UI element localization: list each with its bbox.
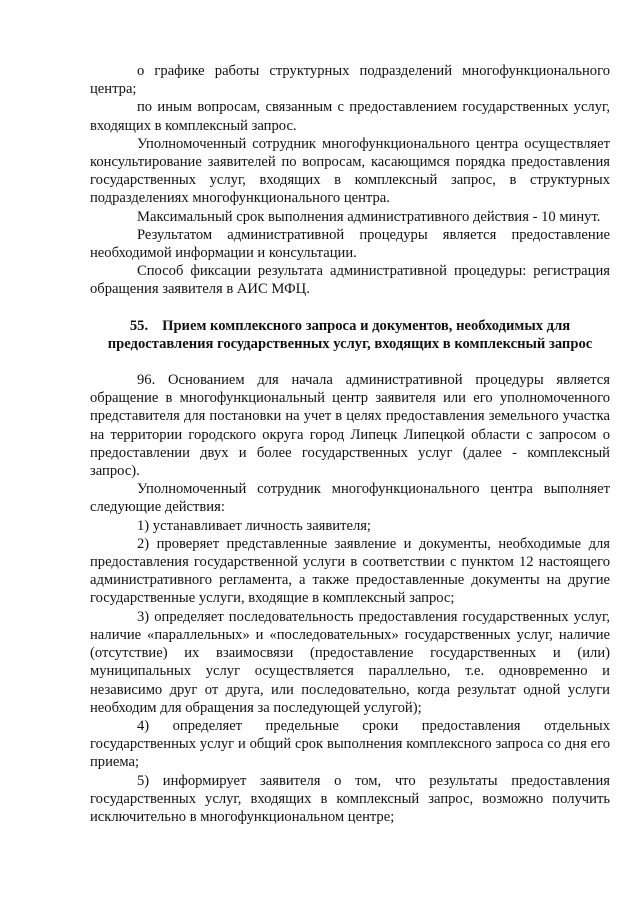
paragraph-schedule: о графике работы структурных подразделений многофункционального центра; — [90, 63, 610, 98]
section-heading-line1 — [90, 317, 610, 335]
action-item-5: 5) информирует заявителя о том, что результаты предоставления государственных услуг, входящих в комплексный запрос, возможно получить исключительно в многофункциональном центре; — [90, 772, 610, 825]
section-title-line2: предоставления государственных услуг, входящих в комплексный запрос — [107, 335, 593, 352]
paragraph-actions-intro: Уполномоченный сотрудник многофункционального центра выполняет следующие действия: — [90, 481, 610, 516]
document-page — [90, 62, 610, 826]
spacer — [90, 353, 610, 371]
section-title-line1: Прием комплексного запроса и документов, необходимых для — [162, 317, 571, 334]
section-number: 55. — [129, 317, 149, 334]
action-item-3: 3) определяет последовательность предоставления государственных услуг, наличие «параллельных» и «последовательных» государственных услуг, наличие (отсутствие) их взаимосвязи (предоставление государственных и (или) муниципальных услуг осуществляется параллельно, т.е. одновременно и независимо друг от друга, или последовательно, когда результат одной услуги необходим для обращения за последующей услугой); — [90, 608, 610, 716]
section-heading — [90, 317, 610, 353]
spacer — [90, 299, 610, 317]
paragraph-result: Результатом административной процедуры является предоставление необходимой информации и консультации. — [90, 226, 610, 262]
paragraph-consulting: Уполномоченный сотрудник многофункционального центра осуществляет консультирование заявителей по вопросам, касающимся порядка предоставления государственных услуг, входящих в комплексный запрос, в структурных подразделениях многофункционального центра. — [90, 135, 610, 207]
action-item-2: 2) проверяет представленные заявление и документы, необходимые для предоставления государственной услуги в соответствии с пунктом 12 настоящего административного регламента, а также предоставленные документы на другие государственные услуги, входящие в комплексный запрос; — [90, 535, 610, 607]
paragraph-fixation: Способ фиксации результата административной процедуры: регистрация обращения заявителя в АИС МФЦ. — [90, 263, 610, 298]
paragraph-max-time: Максимальный срок выполнения административного действия - 10 минут. — [137, 208, 601, 225]
paragraph-96-basis: 96. Основанием для начала административной процедуры является обращение в многофункциональный центр заявителя или его уполномоченного представителя для постановки на учет в целях предоставления земельного участка на территории городского округа город Липецк Липецкой области с запросом о предоставлении двух и более государственных услуг (далее - комплексный запрос). — [90, 372, 610, 480]
action-item-1: 1) устанавливает личность заявителя; — [137, 517, 371, 534]
paragraph-other-questions: по иным вопросам, связанным с предоставлением государственных услуг, входящих в комплексный запрос. — [90, 99, 610, 134]
action-item-4: 4) определяет предельные сроки предоставления отдельных государственных услуг и общий срок выполнения комплексного запроса со дня его приема; — [90, 717, 610, 771]
